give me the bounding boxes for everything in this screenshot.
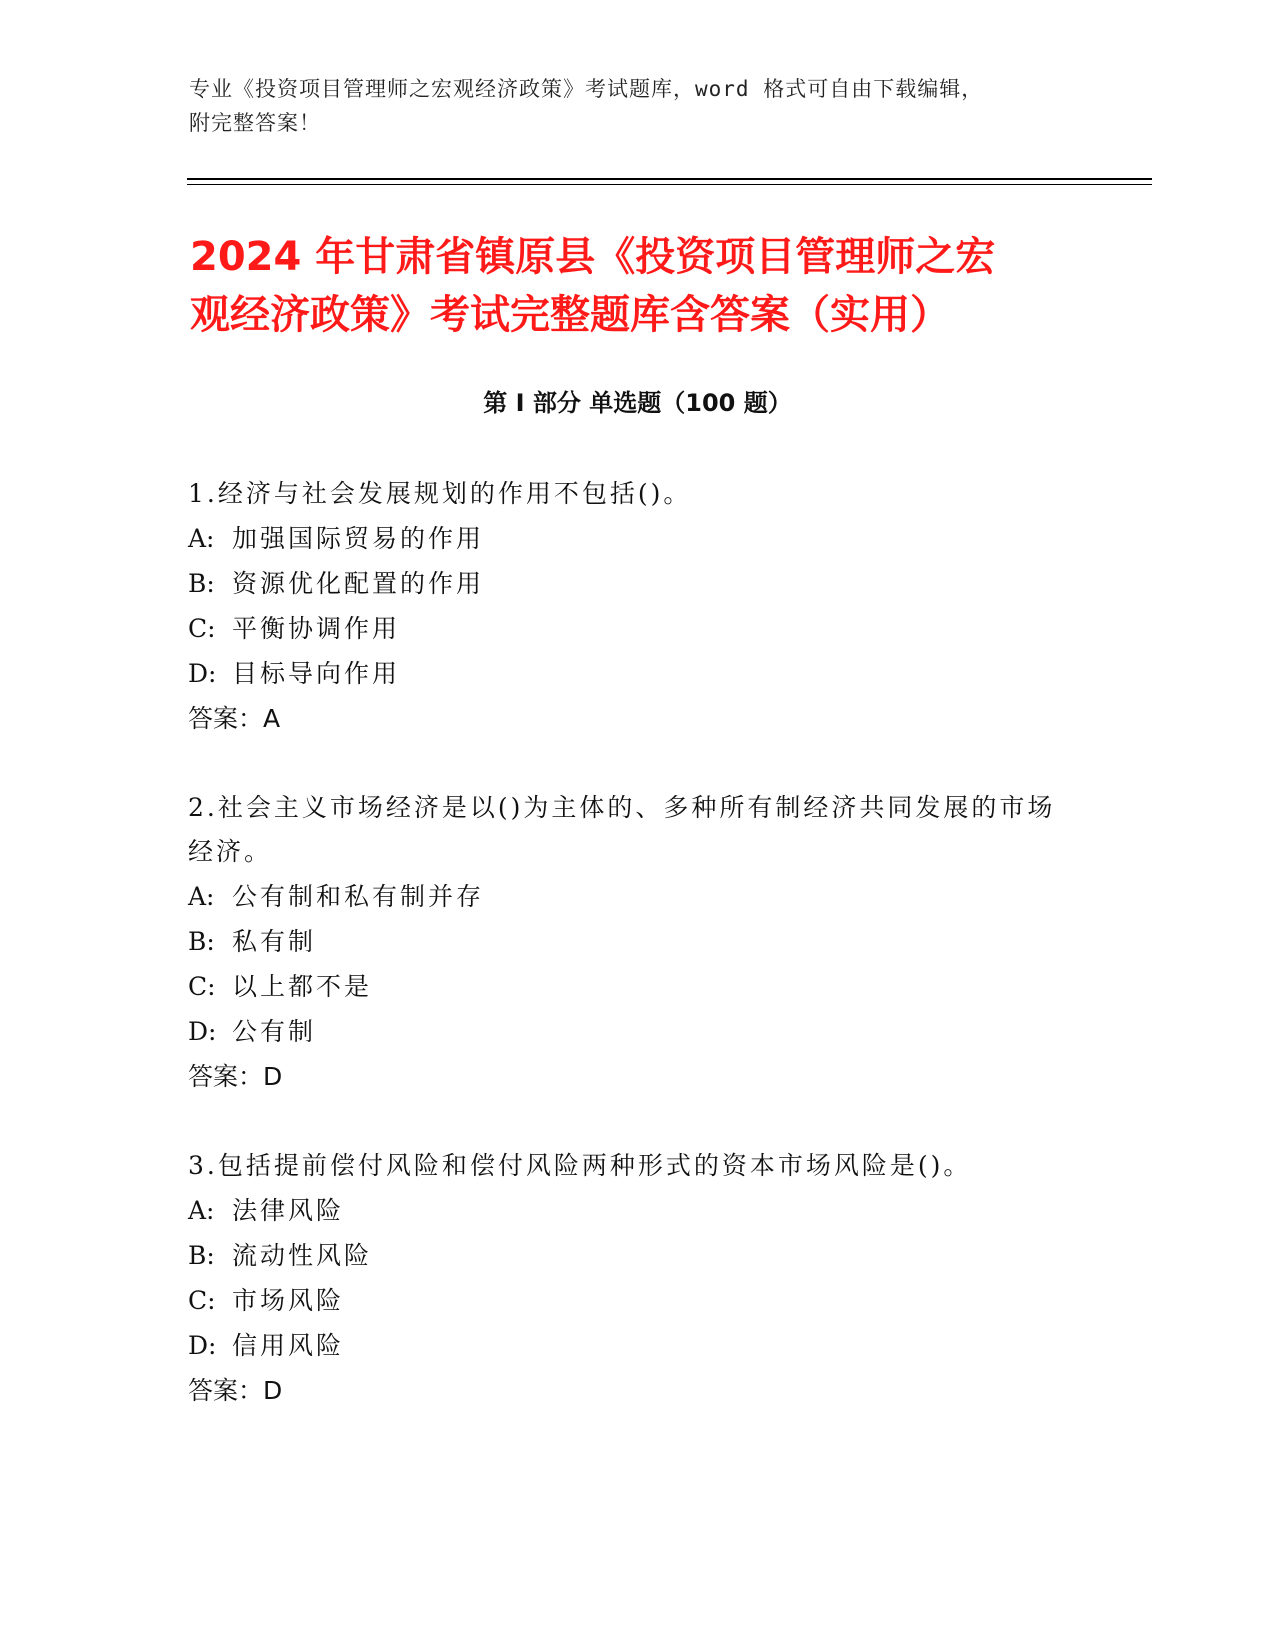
document-title-line-2: 观经济政策》考试完整题库含答案（实用）: [190, 292, 950, 338]
option-c: [188, 606, 1068, 651]
option-a: [188, 516, 1068, 561]
option-text: 流动性风险: [232, 1241, 373, 1270]
option-b: [188, 1233, 1068, 1278]
question-2: [188, 786, 1068, 1100]
option-text: 法律风险: [232, 1196, 345, 1225]
option-letter: B:: [188, 1241, 215, 1270]
option-text: 加强国际贸易的作用: [232, 524, 485, 553]
header-divider-thin: [187, 184, 1152, 185]
option-b: [188, 919, 1068, 964]
section-heading: 第 I 部分 单选题（100 题）: [483, 389, 792, 417]
option-d: [188, 1009, 1068, 1054]
option-a: [188, 874, 1068, 919]
option-letter: D:: [188, 1331, 217, 1360]
question-stem: 3.包括提前偿付风险和偿付风险两种形式的资本市场风险是()。: [188, 1151, 972, 1180]
option-letter: C:: [188, 1286, 216, 1315]
header-note-line-2: 附完整答案！: [189, 111, 321, 135]
option-text: 私有制: [232, 927, 317, 956]
question-stem: 2.社会主义市场经济是以()为主体的、多种所有制经济共同发展的市场经济。: [188, 793, 1056, 866]
document-title: [190, 228, 1090, 344]
option-letter: A:: [188, 1196, 215, 1225]
option-text: 公有制和私有制并存: [232, 882, 485, 911]
option-letter: A:: [188, 524, 215, 553]
option-d: [188, 1323, 1068, 1368]
answer-label: 答案：A: [188, 704, 281, 733]
answer-label: 答案：D: [188, 1376, 283, 1405]
option-d: [188, 651, 1068, 696]
option-letter: A:: [188, 882, 215, 911]
option-text: 资源优化配置的作用: [232, 569, 485, 598]
header-divider-thick: [187, 178, 1152, 180]
option-a: [188, 1188, 1068, 1233]
option-text: 以上都不是: [232, 972, 373, 1001]
option-text: 信用风险: [232, 1331, 345, 1360]
answer-label: 答案：D: [188, 1062, 283, 1091]
option-letter: D:: [188, 1017, 217, 1046]
option-letter: C:: [188, 972, 216, 1001]
option-letter: B:: [188, 569, 215, 598]
option-letter: C:: [188, 614, 216, 643]
option-c: [188, 1278, 1068, 1323]
header-note: [189, 72, 1089, 140]
question-list: [188, 472, 1068, 1458]
question-1: [188, 472, 1068, 742]
option-text: 公有制: [232, 1017, 317, 1046]
option-letter: D:: [188, 659, 217, 688]
question-3: [188, 1144, 1068, 1414]
option-text: 平衡协调作用: [232, 614, 401, 643]
option-text: 目标导向作用: [232, 659, 401, 688]
option-c: [188, 964, 1068, 1009]
option-text: 市场风险: [232, 1286, 345, 1315]
header-note-line-1: 专业《投资项目管理师之宏观经济政策》考试题库，word 格式可自由下载编辑，: [189, 77, 984, 101]
question-stem: 1.经济与社会发展规划的作用不包括()。: [188, 479, 692, 508]
option-letter: B:: [188, 927, 215, 956]
document-title-line-1: 2024 年甘肃省镇原县《投资项目管理师之宏: [190, 234, 996, 280]
option-b: [188, 561, 1068, 606]
